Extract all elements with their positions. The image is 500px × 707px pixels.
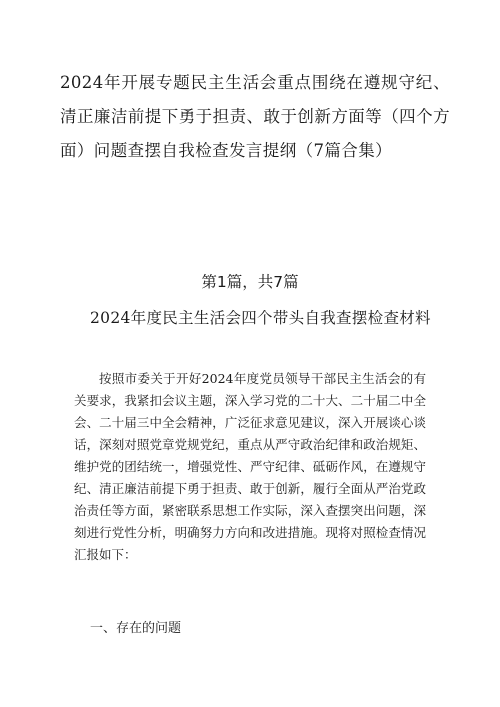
- body-paragraph: 按照市委关于开好2024年度党员领导干部民主生活会的有关要求，我紧扣会议主题，深入学习党的二十大、二十届二中全会、二十届三中全会精神，广泛征求意见建议，深入开展谈心谈话，深刻对照党章党规党纪，重点从严守政治纪律和政治规矩、维护党的团结统一，增强党性、严守纪律、砥砺作风，在遵规守纪、清正廉洁前提下勇于担责、敢于创新，履行全面从严治党政治责任等方面，紧密联系思想工作实际，深入查摆突出问题，深刻进行党性分析，明确努力方向和改进措施。现将对照检查情况汇报如下：: [74, 371, 426, 562]
- document-title: 2024年开展专题民主生活会重点围绕在遵规守纪、清正廉洁前提下勇于担责、敢于创新方面等（四个方面）问题查摆自我检查发言提纲（7篇合集）: [60, 73, 450, 160]
- chapter-indicator: 第1篇，共7篇: [201, 273, 299, 291]
- article-subtitle: 2024年度民主生活会四个带头自我查摆检查材料: [90, 309, 431, 327]
- section-heading: 一、存在的问题: [90, 621, 182, 636]
